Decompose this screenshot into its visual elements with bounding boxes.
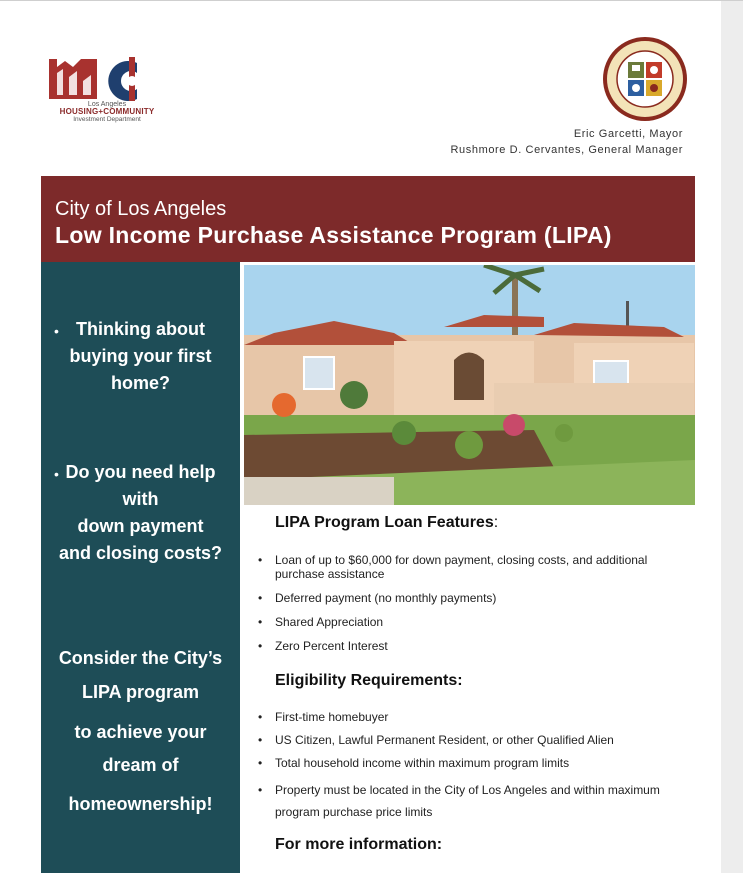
eligibility-item-property-text: Property must be located in the City of Los Angeles and within maximum program purchase price limits bbox=[275, 783, 660, 819]
feature-item-loan bbox=[258, 553, 688, 581]
question-help bbox=[41, 459, 240, 567]
question-first-home bbox=[41, 316, 240, 397]
page-top-border bbox=[0, 0, 743, 1]
city-seal-icon bbox=[602, 36, 688, 122]
features-heading bbox=[275, 514, 498, 532]
logo-line-1: Los Angeles bbox=[87, 101, 127, 108]
q1-line-3: home? bbox=[110, 373, 170, 393]
q1-line-1: Thinking about bbox=[76, 319, 205, 339]
q1-line-2: buying your first bbox=[69, 346, 212, 366]
feature-item-interest bbox=[258, 639, 688, 653]
left-callout-column bbox=[41, 262, 240, 873]
eligibility-item-citizen-text: US Citizen, Lawful Permanent Resident, or other Qualified Alien bbox=[275, 733, 614, 747]
logo-line-2: HOUSING+COMMUNITY bbox=[59, 107, 155, 117]
consider-line-2: LIPA program bbox=[81, 682, 199, 702]
eligibility-item-citizen bbox=[258, 733, 678, 747]
feature-item-deferred bbox=[258, 591, 688, 605]
eligibility-item-first-time bbox=[258, 710, 678, 724]
features-list bbox=[258, 553, 688, 653]
features-heading-text: LIPA Program Loan Features bbox=[275, 514, 494, 531]
more-info-heading: For more information: bbox=[275, 836, 443, 853]
q2-line-3: down payment bbox=[77, 516, 204, 536]
eligibility-list bbox=[258, 710, 678, 823]
feature-item-loan-text: Loan of up to $60,000 for down payment, closing costs, and additional purchase assistance bbox=[275, 553, 648, 581]
officials-block bbox=[450, 126, 683, 158]
consider-line-5: homeownership! bbox=[68, 794, 213, 814]
feature-item-deferred-text: Deferred payment (no monthly payments) bbox=[275, 591, 497, 605]
bullet-icon: • bbox=[54, 466, 59, 482]
eligibility-item-first-time-text: First-time homebuyer bbox=[275, 710, 389, 724]
bullet-icon: • bbox=[54, 323, 59, 339]
title-program: Low Income Purchase Assistance Program (LIPA) bbox=[55, 222, 612, 248]
title-city: City of Los Angeles bbox=[55, 198, 227, 220]
eligibility-heading: Eligibility Requirements: bbox=[275, 672, 463, 689]
house-photo bbox=[244, 265, 695, 505]
features-heading-colon: : bbox=[493, 514, 499, 531]
eligibility-item-income bbox=[258, 756, 678, 770]
feature-item-interest-text: Zero Percent Interest bbox=[275, 639, 388, 653]
feature-item-shared-text: Shared Appreciation bbox=[275, 615, 384, 629]
consider-line-3: to achieve your bbox=[74, 722, 207, 742]
hcid-logo-text bbox=[47, 101, 167, 124]
title-banner bbox=[41, 176, 695, 262]
viewer-edge bbox=[721, 0, 743, 873]
eligibility-item-property bbox=[258, 779, 678, 823]
q2-line-4: and closing costs? bbox=[58, 543, 223, 563]
consider-line-1: Consider the City’s bbox=[58, 648, 223, 668]
mayor-line: Eric Garcetti, Mayor bbox=[573, 128, 683, 140]
q2-line-1: Do you need help bbox=[65, 462, 216, 482]
logo-line-3: Investment Department bbox=[73, 115, 141, 123]
q2-line-2: with bbox=[122, 489, 159, 509]
feature-item-shared bbox=[258, 615, 688, 629]
general-manager-line: Rushmore D. Cervantes, General Manager bbox=[450, 144, 683, 156]
eligibility-item-income-text: Total household income within maximum program limits bbox=[275, 756, 570, 770]
consider-line-4: dream of bbox=[102, 755, 179, 775]
